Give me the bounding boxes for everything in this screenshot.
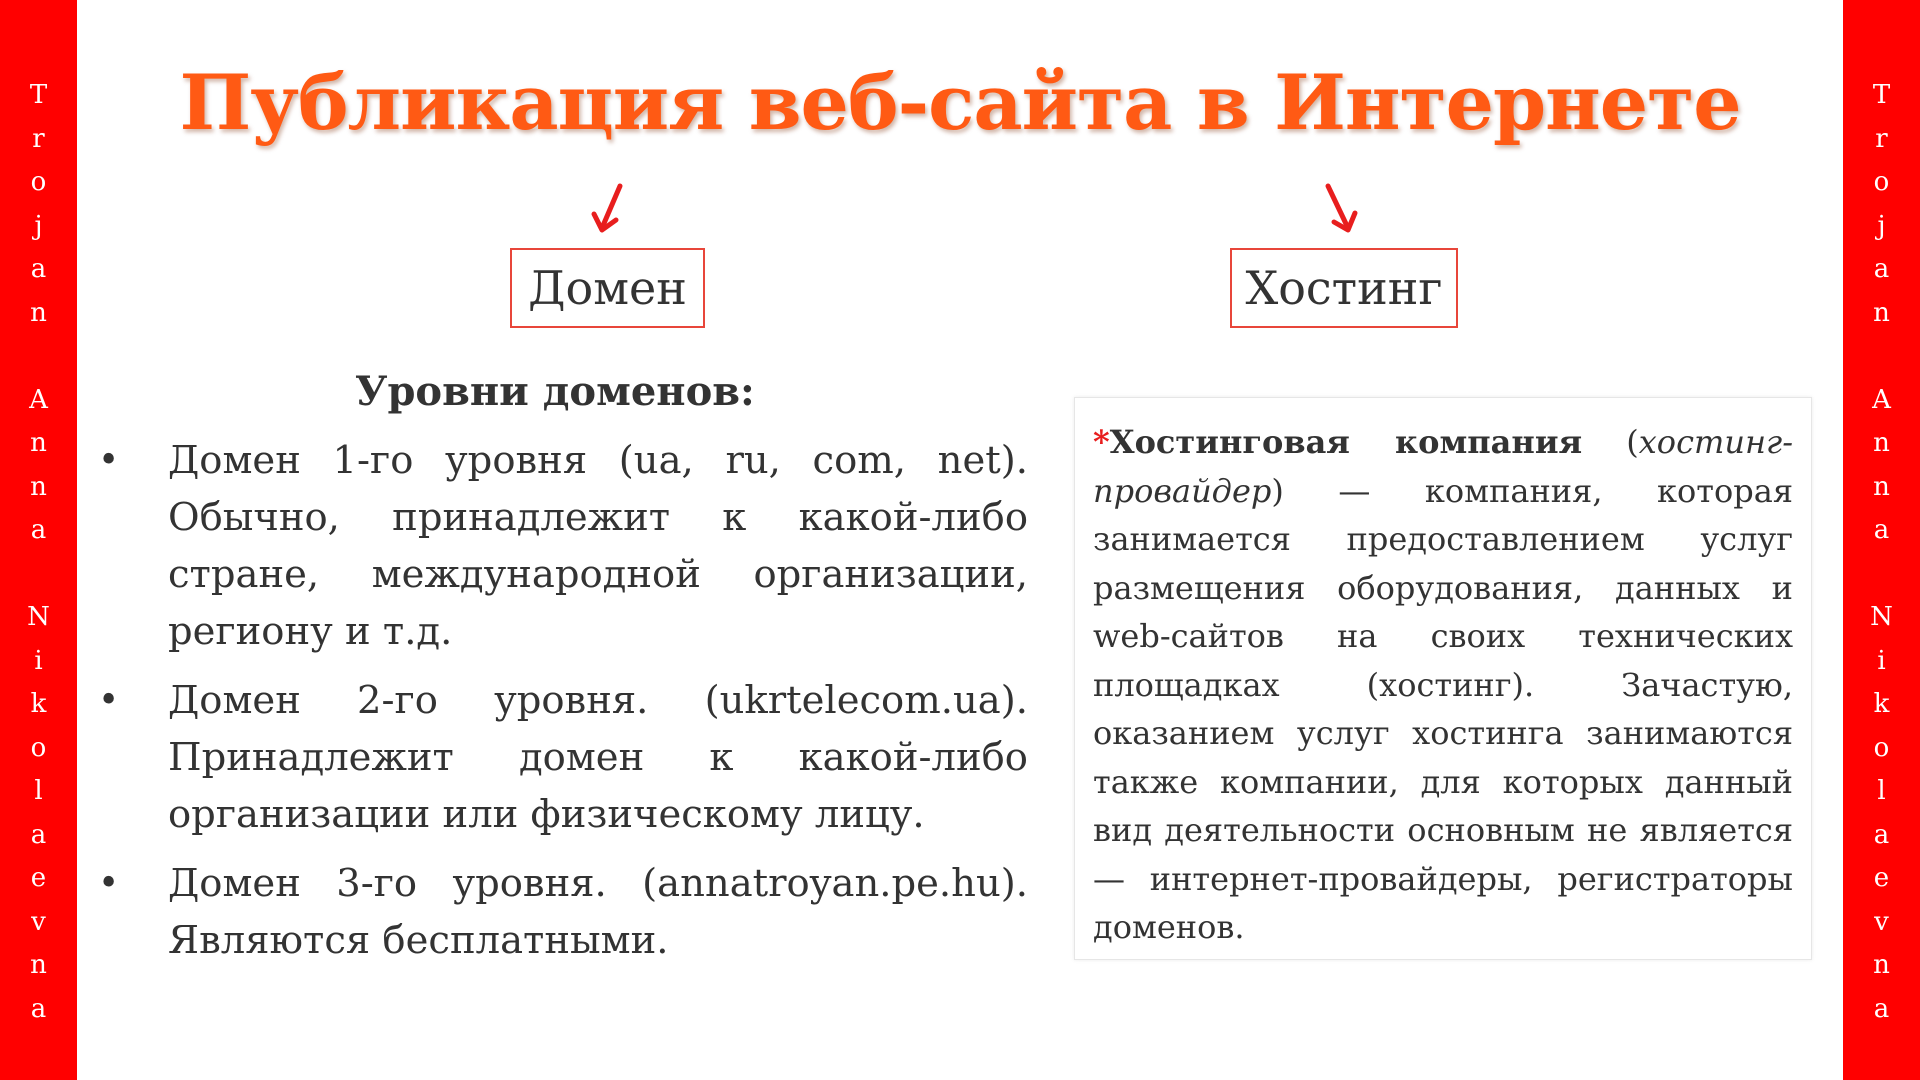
hosting-definition [1093, 418, 1793, 952]
hosting-label-box [1230, 248, 1458, 328]
asterisk: * [1093, 423, 1110, 461]
side-letter: n [1873, 428, 1890, 458]
side-letter: n [30, 428, 47, 458]
list-item-text: Домен 2-го уровня. (ukrtelecom.ua). Принадлежит домен к какой-либо организации или физическому лицу. [168, 678, 1028, 837]
side-letter: T [29, 80, 48, 110]
side-letter: a [30, 819, 47, 850]
side-letter: a [30, 254, 47, 284]
open-paren: ( [1582, 423, 1639, 461]
side-letter: e [1873, 863, 1890, 893]
side-letter: o [1873, 167, 1890, 197]
side-letter: A [1872, 384, 1891, 415]
side-letter: a [1873, 254, 1890, 284]
hosting-term: Хостинговая компания [1109, 423, 1583, 461]
side-letter: a [1873, 819, 1890, 850]
hosting-definition-box [1074, 397, 1812, 960]
list-item [98, 672, 1028, 843]
side-letter: N [1870, 602, 1893, 632]
side-letter: o [30, 167, 47, 197]
hosting-label: Хостинг [1245, 261, 1443, 315]
domain-levels-heading: Уровни доменов: [355, 368, 755, 415]
arrow-down-right-icon [1320, 180, 1360, 240]
side-letter: a [1873, 515, 1890, 545]
bullet: • [98, 863, 120, 904]
side-letter: n [1873, 471, 1890, 502]
slide-title: Публикация веб-сайта в Интернете [179, 58, 1741, 147]
domain-label: Домен [528, 261, 687, 315]
side-letter: r [1875, 123, 1888, 154]
list-item [98, 855, 1028, 969]
side-letter: i [1877, 645, 1886, 676]
side-letter: o [30, 732, 47, 763]
side-letter: n [1873, 950, 1890, 980]
side-letter: n [30, 950, 47, 980]
bullet: • [98, 680, 120, 721]
side-letter: a [30, 515, 47, 545]
arrow-down-left-icon [590, 180, 630, 240]
list-item-text: Домен 3-го уровня. (annatroyan.pe.hu). Являются бесплатными. [168, 861, 1028, 963]
side-letter: o [1873, 732, 1890, 763]
side-letter: l [1877, 776, 1886, 806]
right-author-bar [1843, 0, 1920, 1080]
side-letter: n [30, 471, 47, 502]
side-letter: l [34, 776, 43, 806]
hosting-definition-text: ) — компания, которая занимается предоставлением услуг размещения оборудования, данных и web-сайтов на своих технических площадках (хостинг). Зачастую, оказанием услуг хостинга занимаются также компании, для которых данный вид деятельности основным не является — интернет-провайдеры, регистраторы доменов. [1093, 471, 1793, 946]
side-letter: n [30, 297, 47, 328]
side-letter: j [1877, 210, 1886, 241]
side-letter: a [30, 993, 47, 1024]
side-letter: e [30, 863, 47, 893]
side-letter: k [1873, 689, 1890, 719]
domain-levels-list [98, 432, 1028, 981]
bullet: • [98, 440, 120, 481]
domain-label-box [510, 248, 705, 328]
side-letter: T [1872, 80, 1891, 110]
side-letter: a [1873, 993, 1890, 1024]
side-letter: A [29, 384, 48, 415]
side-letter: v [1874, 906, 1889, 937]
side-letter: n [1873, 297, 1890, 328]
hosting-term-alt: хостинг-провайдер [1093, 423, 1793, 510]
side-letter: j [34, 210, 43, 241]
list-item-text: Домен 1-го уровня (ua, ru, com, net). Обычно, принадлежит к какой-либо стране, международной организации, региону и т.д. [168, 438, 1028, 654]
side-letter: i [34, 645, 43, 676]
list-item [98, 432, 1028, 660]
side-letter: N [27, 602, 50, 632]
side-letter: r [32, 123, 45, 154]
side-letter: k [30, 689, 47, 719]
left-author-bar [0, 0, 77, 1080]
side-letter: v [31, 906, 46, 937]
